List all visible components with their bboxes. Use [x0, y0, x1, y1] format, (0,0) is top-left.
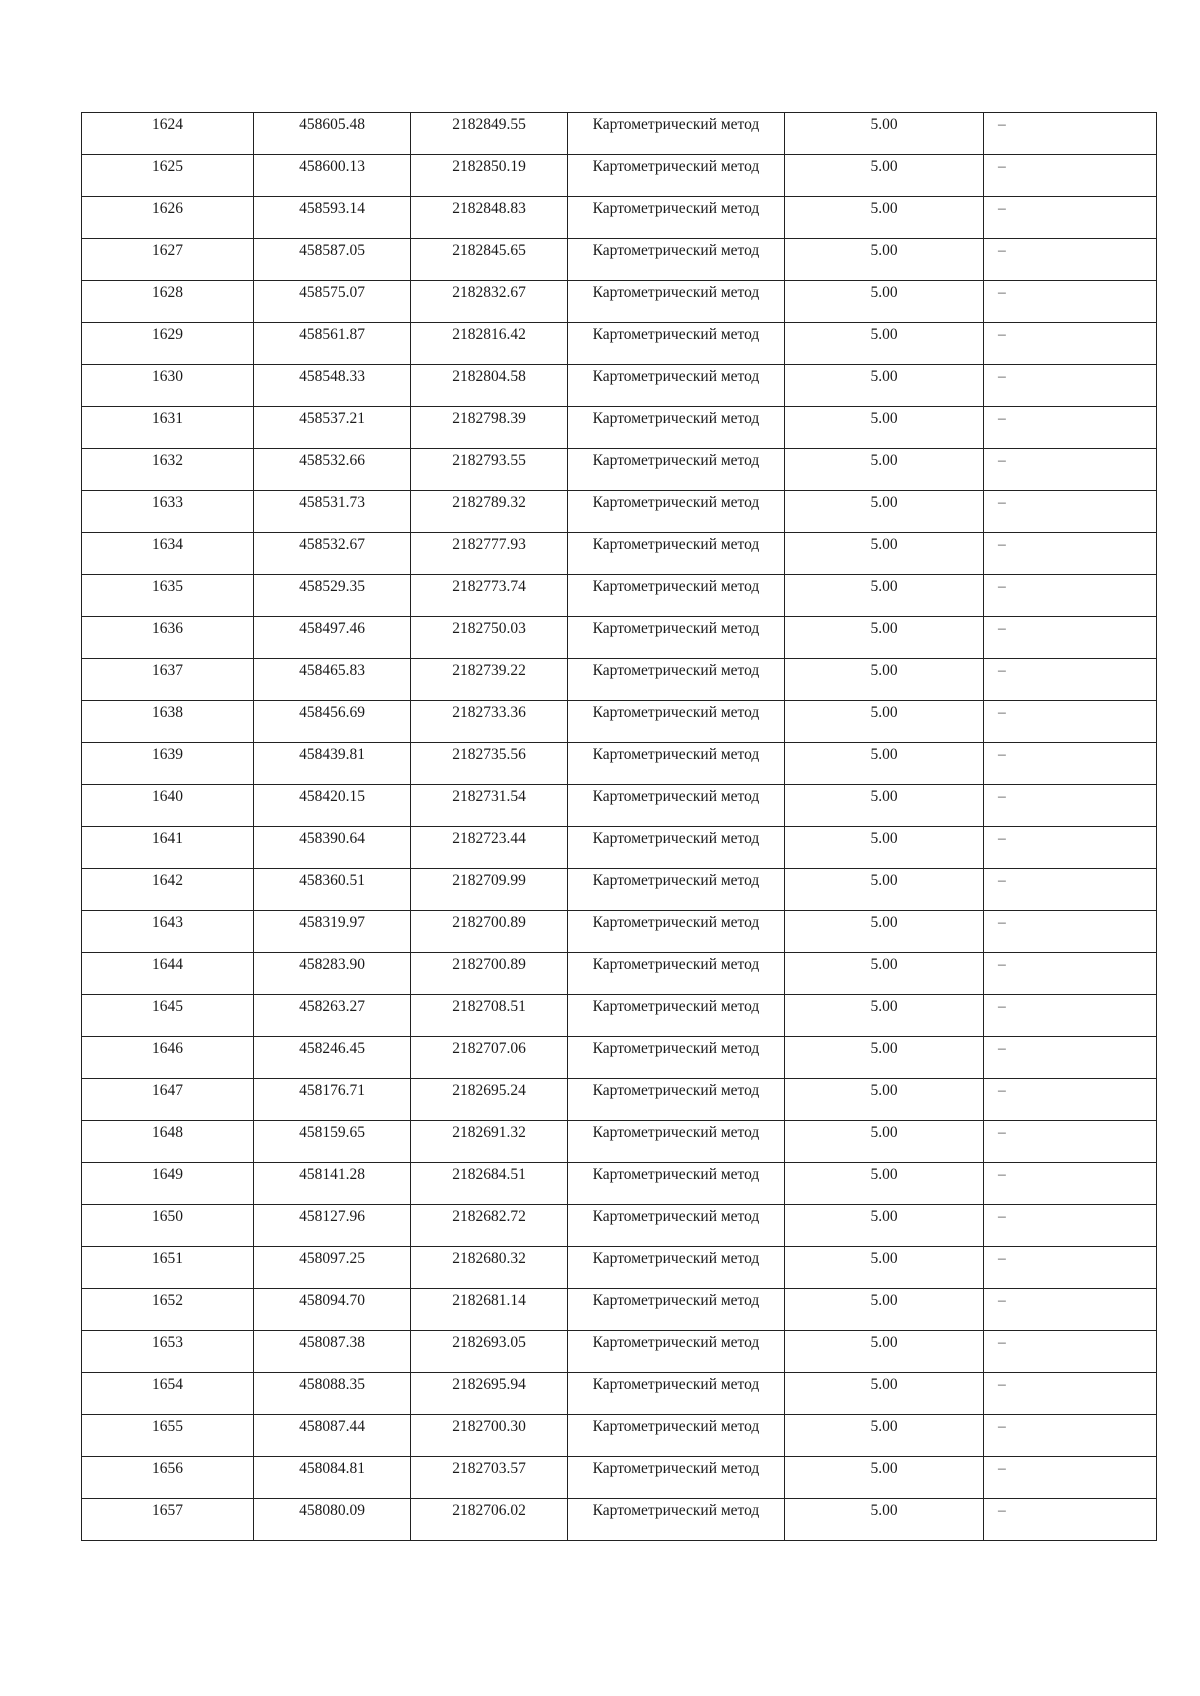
point-number-cell: 1656 [82, 1457, 254, 1499]
method-cell: Картометрический метод [568, 365, 785, 407]
x-coordinate-cell: 458439.81 [254, 743, 411, 785]
table-row [82, 155, 1157, 197]
y-coordinate-cell: 2182706.02 [411, 1499, 568, 1541]
accuracy-cell: 5.00 [785, 323, 984, 365]
table-row [82, 659, 1157, 701]
y-coordinate-cell: 2182682.72 [411, 1205, 568, 1247]
y-coordinate-cell: 2182850.19 [411, 155, 568, 197]
table-row [82, 1121, 1157, 1163]
point-number-cell: 1629 [82, 323, 254, 365]
note-cell: – [984, 1331, 1157, 1373]
x-coordinate-cell: 458087.44 [254, 1415, 411, 1457]
point-number-cell: 1626 [82, 197, 254, 239]
x-coordinate-cell: 458283.90 [254, 953, 411, 995]
coordinates-table-body [82, 113, 1157, 1541]
point-number-cell: 1630 [82, 365, 254, 407]
y-coordinate-cell: 2182680.32 [411, 1247, 568, 1289]
accuracy-cell: 5.00 [785, 1121, 984, 1163]
x-coordinate-cell: 458529.35 [254, 575, 411, 617]
table-row [82, 1415, 1157, 1457]
x-coordinate-cell: 458141.28 [254, 1163, 411, 1205]
method-cell: Картометрический метод [568, 1037, 785, 1079]
y-coordinate-cell: 2182816.42 [411, 323, 568, 365]
y-coordinate-cell: 2182804.58 [411, 365, 568, 407]
note-cell: – [984, 575, 1157, 617]
point-number-cell: 1655 [82, 1415, 254, 1457]
point-number-cell: 1640 [82, 785, 254, 827]
x-coordinate-cell: 458088.35 [254, 1373, 411, 1415]
table-row [82, 113, 1157, 155]
point-number-cell: 1638 [82, 701, 254, 743]
accuracy-cell: 5.00 [785, 1457, 984, 1499]
table-row [82, 1037, 1157, 1079]
point-number-cell: 1654 [82, 1373, 254, 1415]
point-number-cell: 1625 [82, 155, 254, 197]
x-coordinate-cell: 458390.64 [254, 827, 411, 869]
note-cell: – [984, 1079, 1157, 1121]
point-number-cell: 1648 [82, 1121, 254, 1163]
y-coordinate-cell: 2182723.44 [411, 827, 568, 869]
note-cell: – [984, 1037, 1157, 1079]
table-row [82, 827, 1157, 869]
point-number-cell: 1651 [82, 1247, 254, 1289]
point-number-cell: 1652 [82, 1289, 254, 1331]
table-row [82, 1331, 1157, 1373]
accuracy-cell: 5.00 [785, 911, 984, 953]
table-row [82, 1247, 1157, 1289]
note-cell: – [984, 1163, 1157, 1205]
x-coordinate-cell: 458548.33 [254, 365, 411, 407]
method-cell: Картометрический метод [568, 869, 785, 911]
accuracy-cell: 5.00 [785, 1373, 984, 1415]
note-cell: – [984, 995, 1157, 1037]
table-row [82, 911, 1157, 953]
table-row [82, 1289, 1157, 1331]
x-coordinate-cell: 458531.73 [254, 491, 411, 533]
x-coordinate-cell: 458094.70 [254, 1289, 411, 1331]
table-row [82, 1457, 1157, 1499]
note-cell: – [984, 197, 1157, 239]
method-cell: Картометрический метод [568, 617, 785, 659]
method-cell: Картометрический метод [568, 491, 785, 533]
accuracy-cell: 5.00 [785, 449, 984, 491]
method-cell: Картометрический метод [568, 911, 785, 953]
point-number-cell: 1642 [82, 869, 254, 911]
y-coordinate-cell: 2182700.30 [411, 1415, 568, 1457]
point-number-cell: 1628 [82, 281, 254, 323]
accuracy-cell: 5.00 [785, 1079, 984, 1121]
accuracy-cell: 5.00 [785, 533, 984, 575]
method-cell: Картометрический метод [568, 407, 785, 449]
x-coordinate-cell: 458537.21 [254, 407, 411, 449]
table-row [82, 953, 1157, 995]
method-cell: Картометрический метод [568, 1373, 785, 1415]
point-number-cell: 1633 [82, 491, 254, 533]
note-cell: – [984, 659, 1157, 701]
accuracy-cell: 5.00 [785, 743, 984, 785]
point-number-cell: 1624 [82, 113, 254, 155]
x-coordinate-cell: 458087.38 [254, 1331, 411, 1373]
x-coordinate-cell: 458605.48 [254, 113, 411, 155]
method-cell: Картометрический метод [568, 1415, 785, 1457]
table-row [82, 1373, 1157, 1415]
point-number-cell: 1639 [82, 743, 254, 785]
note-cell: – [984, 323, 1157, 365]
point-number-cell: 1657 [82, 1499, 254, 1541]
method-cell: Картометрический метод [568, 1331, 785, 1373]
accuracy-cell: 5.00 [785, 1163, 984, 1205]
point-number-cell: 1631 [82, 407, 254, 449]
y-coordinate-cell: 2182693.05 [411, 1331, 568, 1373]
note-cell: – [984, 1415, 1157, 1457]
x-coordinate-cell: 458465.83 [254, 659, 411, 701]
note-cell: – [984, 155, 1157, 197]
y-coordinate-cell: 2182709.99 [411, 869, 568, 911]
table-row [82, 785, 1157, 827]
method-cell: Картометрический метод [568, 1289, 785, 1331]
method-cell: Картометрический метод [568, 1079, 785, 1121]
x-coordinate-cell: 458127.96 [254, 1205, 411, 1247]
x-coordinate-cell: 458246.45 [254, 1037, 411, 1079]
note-cell: – [984, 869, 1157, 911]
method-cell: Картометрический метод [568, 155, 785, 197]
table-row [82, 197, 1157, 239]
table-row [82, 449, 1157, 491]
accuracy-cell: 5.00 [785, 869, 984, 911]
table-row [82, 743, 1157, 785]
point-number-cell: 1643 [82, 911, 254, 953]
table-row [82, 407, 1157, 449]
y-coordinate-cell: 2182695.24 [411, 1079, 568, 1121]
note-cell: – [984, 113, 1157, 155]
method-cell: Картометрический метод [568, 995, 785, 1037]
accuracy-cell: 5.00 [785, 197, 984, 239]
note-cell: – [984, 827, 1157, 869]
y-coordinate-cell: 2182832.67 [411, 281, 568, 323]
x-coordinate-cell: 458561.87 [254, 323, 411, 365]
point-number-cell: 1644 [82, 953, 254, 995]
accuracy-cell: 5.00 [785, 785, 984, 827]
accuracy-cell: 5.00 [785, 1247, 984, 1289]
point-number-cell: 1627 [82, 239, 254, 281]
table-row [82, 869, 1157, 911]
table-row [82, 533, 1157, 575]
accuracy-cell: 5.00 [785, 113, 984, 155]
accuracy-cell: 5.00 [785, 1205, 984, 1247]
method-cell: Картометрический метод [568, 281, 785, 323]
x-coordinate-cell: 458532.67 [254, 533, 411, 575]
method-cell: Картометрический метод [568, 743, 785, 785]
table-row [82, 995, 1157, 1037]
y-coordinate-cell: 2182703.57 [411, 1457, 568, 1499]
note-cell: – [984, 281, 1157, 323]
method-cell: Картометрический метод [568, 197, 785, 239]
note-cell: – [984, 1121, 1157, 1163]
y-coordinate-cell: 2182700.89 [411, 953, 568, 995]
note-cell: – [984, 701, 1157, 743]
point-number-cell: 1649 [82, 1163, 254, 1205]
point-number-cell: 1632 [82, 449, 254, 491]
note-cell: – [984, 617, 1157, 659]
x-coordinate-cell: 458159.65 [254, 1121, 411, 1163]
x-coordinate-cell: 458080.09 [254, 1499, 411, 1541]
y-coordinate-cell: 2182684.51 [411, 1163, 568, 1205]
note-cell: – [984, 743, 1157, 785]
point-number-cell: 1636 [82, 617, 254, 659]
table-row [82, 617, 1157, 659]
y-coordinate-cell: 2182695.94 [411, 1373, 568, 1415]
y-coordinate-cell: 2182681.14 [411, 1289, 568, 1331]
y-coordinate-cell: 2182731.54 [411, 785, 568, 827]
method-cell: Картометрический метод [568, 449, 785, 491]
table-row [82, 1079, 1157, 1121]
table-row [82, 281, 1157, 323]
accuracy-cell: 5.00 [785, 575, 984, 617]
note-cell: – [984, 407, 1157, 449]
note-cell: – [984, 1247, 1157, 1289]
x-coordinate-cell: 458420.15 [254, 785, 411, 827]
coordinates-table [81, 112, 1157, 1541]
accuracy-cell: 5.00 [785, 1331, 984, 1373]
method-cell: Картометрический метод [568, 239, 785, 281]
x-coordinate-cell: 458319.97 [254, 911, 411, 953]
method-cell: Картометрический метод [568, 1247, 785, 1289]
note-cell: – [984, 785, 1157, 827]
x-coordinate-cell: 458360.51 [254, 869, 411, 911]
y-coordinate-cell: 2182735.56 [411, 743, 568, 785]
table-row [82, 701, 1157, 743]
note-cell: – [984, 911, 1157, 953]
x-coordinate-cell: 458587.05 [254, 239, 411, 281]
table-row [82, 239, 1157, 281]
accuracy-cell: 5.00 [785, 239, 984, 281]
point-number-cell: 1634 [82, 533, 254, 575]
accuracy-cell: 5.00 [785, 701, 984, 743]
point-number-cell: 1650 [82, 1205, 254, 1247]
table-row [82, 1499, 1157, 1541]
method-cell: Картометрический метод [568, 785, 785, 827]
y-coordinate-cell: 2182845.65 [411, 239, 568, 281]
note-cell: – [984, 1289, 1157, 1331]
note-cell: – [984, 449, 1157, 491]
y-coordinate-cell: 2182733.36 [411, 701, 568, 743]
note-cell: – [984, 1373, 1157, 1415]
note-cell: – [984, 365, 1157, 407]
note-cell: – [984, 1457, 1157, 1499]
y-coordinate-cell: 2182708.51 [411, 995, 568, 1037]
accuracy-cell: 5.00 [785, 1289, 984, 1331]
x-coordinate-cell: 458532.66 [254, 449, 411, 491]
method-cell: Картометрический метод [568, 113, 785, 155]
y-coordinate-cell: 2182789.32 [411, 491, 568, 533]
point-number-cell: 1635 [82, 575, 254, 617]
accuracy-cell: 5.00 [785, 617, 984, 659]
table-row [82, 575, 1157, 617]
y-coordinate-cell: 2182691.32 [411, 1121, 568, 1163]
method-cell: Картометрический метод [568, 953, 785, 995]
x-coordinate-cell: 458575.07 [254, 281, 411, 323]
table-row [82, 1163, 1157, 1205]
x-coordinate-cell: 458456.69 [254, 701, 411, 743]
x-coordinate-cell: 458497.46 [254, 617, 411, 659]
point-number-cell: 1653 [82, 1331, 254, 1373]
y-coordinate-cell: 2182849.55 [411, 113, 568, 155]
x-coordinate-cell: 458097.25 [254, 1247, 411, 1289]
method-cell: Картометрический метод [568, 1121, 785, 1163]
accuracy-cell: 5.00 [785, 1415, 984, 1457]
method-cell: Картометрический метод [568, 1163, 785, 1205]
y-coordinate-cell: 2182777.93 [411, 533, 568, 575]
y-coordinate-cell: 2182707.06 [411, 1037, 568, 1079]
note-cell: – [984, 491, 1157, 533]
table-row [82, 1205, 1157, 1247]
method-cell: Картометрический метод [568, 701, 785, 743]
method-cell: Картометрический метод [568, 323, 785, 365]
point-number-cell: 1637 [82, 659, 254, 701]
x-coordinate-cell: 458263.27 [254, 995, 411, 1037]
accuracy-cell: 5.00 [785, 1037, 984, 1079]
method-cell: Картометрический метод [568, 533, 785, 575]
note-cell: – [984, 1205, 1157, 1247]
accuracy-cell: 5.00 [785, 491, 984, 533]
x-coordinate-cell: 458600.13 [254, 155, 411, 197]
method-cell: Картометрический метод [568, 575, 785, 617]
point-number-cell: 1641 [82, 827, 254, 869]
accuracy-cell: 5.00 [785, 827, 984, 869]
y-coordinate-cell: 2182773.74 [411, 575, 568, 617]
method-cell: Картометрический метод [568, 827, 785, 869]
accuracy-cell: 5.00 [785, 953, 984, 995]
method-cell: Картометрический метод [568, 1499, 785, 1541]
note-cell: – [984, 533, 1157, 575]
note-cell: – [984, 1499, 1157, 1541]
table-row [82, 491, 1157, 533]
accuracy-cell: 5.00 [785, 407, 984, 449]
table-row [82, 365, 1157, 407]
y-coordinate-cell: 2182848.83 [411, 197, 568, 239]
point-number-cell: 1646 [82, 1037, 254, 1079]
x-coordinate-cell: 458176.71 [254, 1079, 411, 1121]
accuracy-cell: 5.00 [785, 659, 984, 701]
note-cell: – [984, 239, 1157, 281]
point-number-cell: 1647 [82, 1079, 254, 1121]
accuracy-cell: 5.00 [785, 155, 984, 197]
method-cell: Картометрический метод [568, 1205, 785, 1247]
note-cell: – [984, 953, 1157, 995]
y-coordinate-cell: 2182739.22 [411, 659, 568, 701]
y-coordinate-cell: 2182793.55 [411, 449, 568, 491]
y-coordinate-cell: 2182750.03 [411, 617, 568, 659]
method-cell: Картометрический метод [568, 1457, 785, 1499]
table-row [82, 323, 1157, 365]
point-number-cell: 1645 [82, 995, 254, 1037]
y-coordinate-cell: 2182700.89 [411, 911, 568, 953]
accuracy-cell: 5.00 [785, 365, 984, 407]
accuracy-cell: 5.00 [785, 995, 984, 1037]
x-coordinate-cell: 458593.14 [254, 197, 411, 239]
y-coordinate-cell: 2182798.39 [411, 407, 568, 449]
accuracy-cell: 5.00 [785, 281, 984, 323]
method-cell: Картометрический метод [568, 659, 785, 701]
accuracy-cell: 5.00 [785, 1499, 984, 1541]
x-coordinate-cell: 458084.81 [254, 1457, 411, 1499]
